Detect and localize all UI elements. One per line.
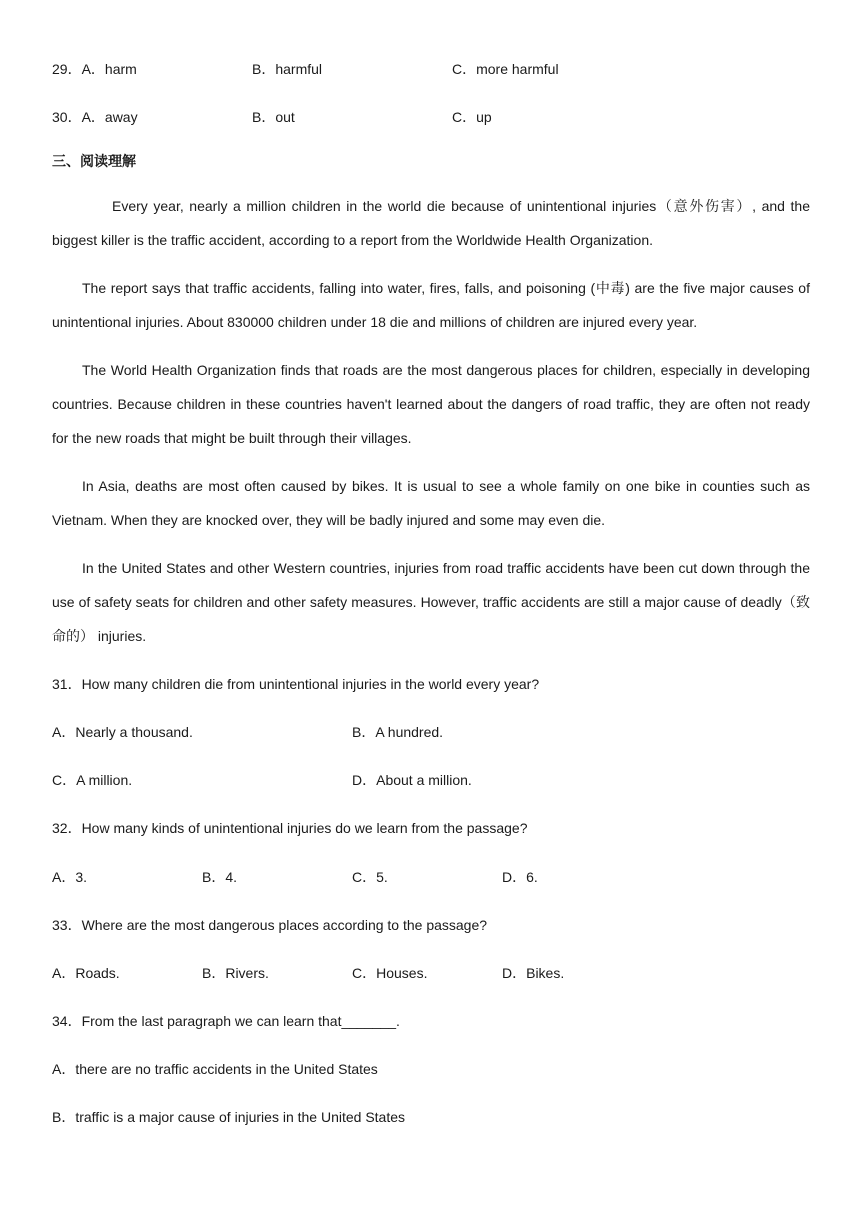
option-d: D．About a million. (352, 772, 472, 788)
question-31-options-row2 (52, 770, 812, 790)
section-title: 三、阅读理解 (52, 153, 136, 169)
option-d: D．Bikes. (502, 965, 565, 981)
option-a: A．3. (52, 869, 88, 885)
question-33-options (52, 963, 812, 983)
option-c: C．5. (352, 869, 388, 885)
option-a: A．Nearly a thousand. (52, 724, 193, 740)
passage-paragraph-3: The World Health Organization finds that roads are the most dangerous places for children, especially in developing countries. Because children in these countries haven't learned about the dangers of road traffic, they are often not ready for the new roads that might be built through their villages. (52, 362, 810, 446)
question-34-option-a: A．there are no traffic accidents in the United States (52, 1061, 378, 1077)
option-c: C．A million. (52, 772, 133, 788)
passage-paragraph-1: Every year, nearly a million children in the world die because of unintentional injuries（意外伤害）, and the biggest killer is the traffic accident, according to a report from the Worldwide Health Organization. (52, 198, 810, 248)
question-34-option-b: B．traffic is a major cause of injuries in the United States (52, 1109, 406, 1125)
passage-paragraph-4: In Asia, deaths are most often caused by bikes. It is usual to see a whole family on one bike in counties such as Vietnam. When they are knocked over, they will be badly injured and some may even die. (52, 478, 810, 528)
question-32-stem: 32．How many kinds of unintentional injuries do we learn from the passage? (52, 820, 528, 836)
question-number: 30．A．away (52, 109, 138, 125)
option-c: C．more harmful (452, 61, 559, 77)
passage-paragraph-5: In the United States and other Western countries, injuries from road traffic accidents have been cut down through the use of safety seats for children and other safety measures. However, traffic accidents are still a major cause of deadly（致命的） injuries. (52, 560, 810, 644)
question-32-options (52, 867, 812, 887)
option-b: B．out (252, 109, 295, 125)
option-c: C．up (452, 109, 492, 125)
passage-paragraph-2: The report says that traffic accidents, falling into water, fires, falls, and poisoning (中毒) are the five major causes of unintentional injuries. About 830000 children under 18 die and millions of children are injured every year. (52, 280, 810, 330)
option-c: C．Houses. (352, 965, 428, 981)
option-b: B．Rivers. (202, 965, 269, 981)
question-33-stem: 33．Where are the most dangerous places according to the passage? (52, 917, 488, 933)
option-a: A．Roads. (52, 965, 120, 981)
option-b: B．A hundred. (352, 724, 444, 740)
option-d: D．6. (502, 869, 538, 885)
question-31-stem: 31．How many children die from unintentional injuries in the world every year? (52, 676, 540, 692)
option-b: B．4. (202, 869, 238, 885)
option-b: B．harmful (252, 61, 323, 77)
question-31-options-row1 (52, 722, 812, 742)
question-34-stem: 34．From the last paragraph we can learn that_______. (52, 1013, 400, 1029)
question-number: 29．A．harm (52, 61, 137, 77)
